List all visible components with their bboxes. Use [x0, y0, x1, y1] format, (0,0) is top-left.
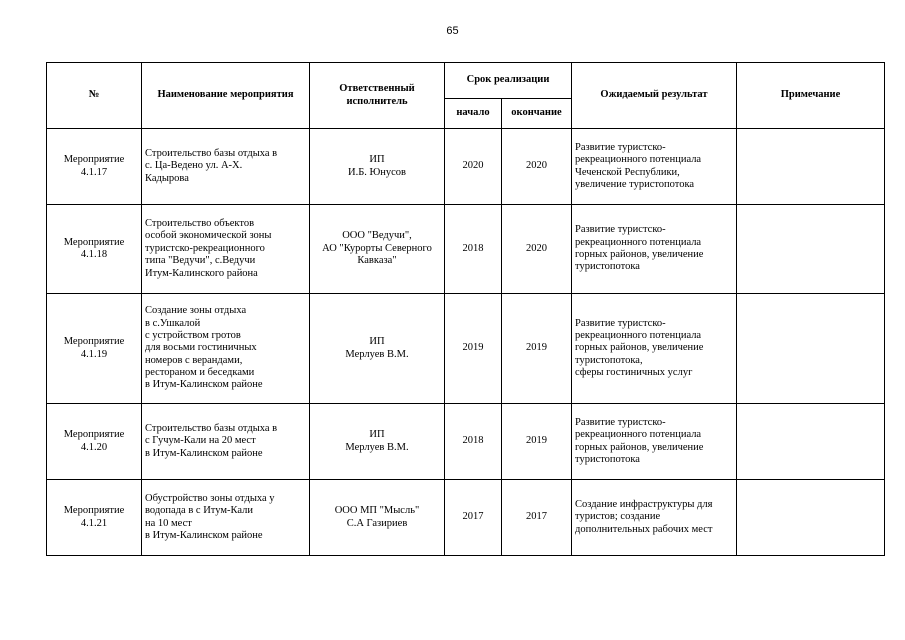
table-row — [47, 294, 885, 404]
cell-result: Создание инфраструктуры для туристов; создание дополнительных рабочих мест — [572, 480, 737, 556]
cell-executor: ИП И.Б. Юнусов — [310, 129, 445, 205]
cell-result: Развитие туристско- рекреационного потенциала горных районов, увеличение туристопотока, сферы гостиничных услуг — [572, 294, 737, 404]
header-term: Срок реализации — [445, 63, 572, 99]
cell-name: Обустройство зоны отдыха у водопада в с Итум-Кали на 10 мест в Итум-Калинском районе — [142, 480, 310, 556]
cell-name: Создание зоны отдыха в с.Ушкалой с устройством гротов для восьми гостиничных номеров с верандами, рестораном и беседками в Итум-Калинском районе — [142, 294, 310, 404]
cell-note — [737, 404, 885, 480]
cell-result: Развитие туристско- рекреационного потенциала горных районов, увеличение туристопотока — [572, 205, 737, 294]
table-row — [47, 404, 885, 480]
cell-note — [737, 294, 885, 404]
cell-executor: ООО "Ведучи", АО "Курорты Северного Кавказа" — [310, 205, 445, 294]
cell-start: 2020 — [445, 129, 502, 205]
cell-num: Мероприятие 4.1.17 — [47, 129, 142, 205]
header-result: Ожидаемый результат — [572, 63, 737, 129]
cell-result: Развитие туристско- рекреационного потенциала Чеченской Республики, увеличение туристопотока — [572, 129, 737, 205]
table-row — [47, 205, 885, 294]
header-num: № — [47, 63, 142, 129]
cell-end: 2019 — [502, 294, 572, 404]
cell-start: 2018 — [445, 205, 502, 294]
page-number: 65 — [446, 25, 459, 37]
cell-executor: ООО МП "Мысль" С.А Газириев — [310, 480, 445, 556]
cell-result: Развитие туристско- рекреационного потенциала горных районов, увеличение туристопотока — [572, 404, 737, 480]
table-row — [47, 480, 885, 556]
cell-start: 2017 — [445, 480, 502, 556]
header-executor: Ответственный исполнитель — [310, 63, 445, 129]
header-note: Примечание — [737, 63, 885, 129]
cell-num: Мероприятие 4.1.18 — [47, 205, 142, 294]
header-end: окончание — [502, 99, 572, 129]
cell-executor: ИП Мерлуев В.М. — [310, 294, 445, 404]
table-row — [47, 129, 885, 205]
header-row — [47, 63, 885, 99]
cell-num: Мероприятие 4.1.20 — [47, 404, 142, 480]
cell-note — [737, 205, 885, 294]
cell-start: 2019 — [445, 294, 502, 404]
cell-name: Строительство объектов особой экономической зоны туристско-рекреационного типа "Ведучи", с.Ведучи Итум-Калинского района — [142, 205, 310, 294]
cell-end: 2019 — [502, 404, 572, 480]
cell-end: 2020 — [502, 129, 572, 205]
cell-num: Мероприятие 4.1.19 — [47, 294, 142, 404]
events-table — [46, 62, 885, 556]
cell-executor: ИП Мерлуев В.М. — [310, 404, 445, 480]
cell-name: Строительство базы отдыха в с. Ца-Ведено ул. А-Х. Кадырова — [142, 129, 310, 205]
cell-note — [737, 480, 885, 556]
cell-end: 2017 — [502, 480, 572, 556]
cell-start: 2018 — [445, 404, 502, 480]
cell-name: Строительство базы отдыха в с Гучум-Кали на 20 мест в Итум-Калинском районе — [142, 404, 310, 480]
cell-num: Мероприятие 4.1.21 — [47, 480, 142, 556]
header-name: Наименование мероприятия — [142, 63, 310, 129]
header-start: начало — [445, 99, 502, 129]
cell-note — [737, 129, 885, 205]
cell-end: 2020 — [502, 205, 572, 294]
